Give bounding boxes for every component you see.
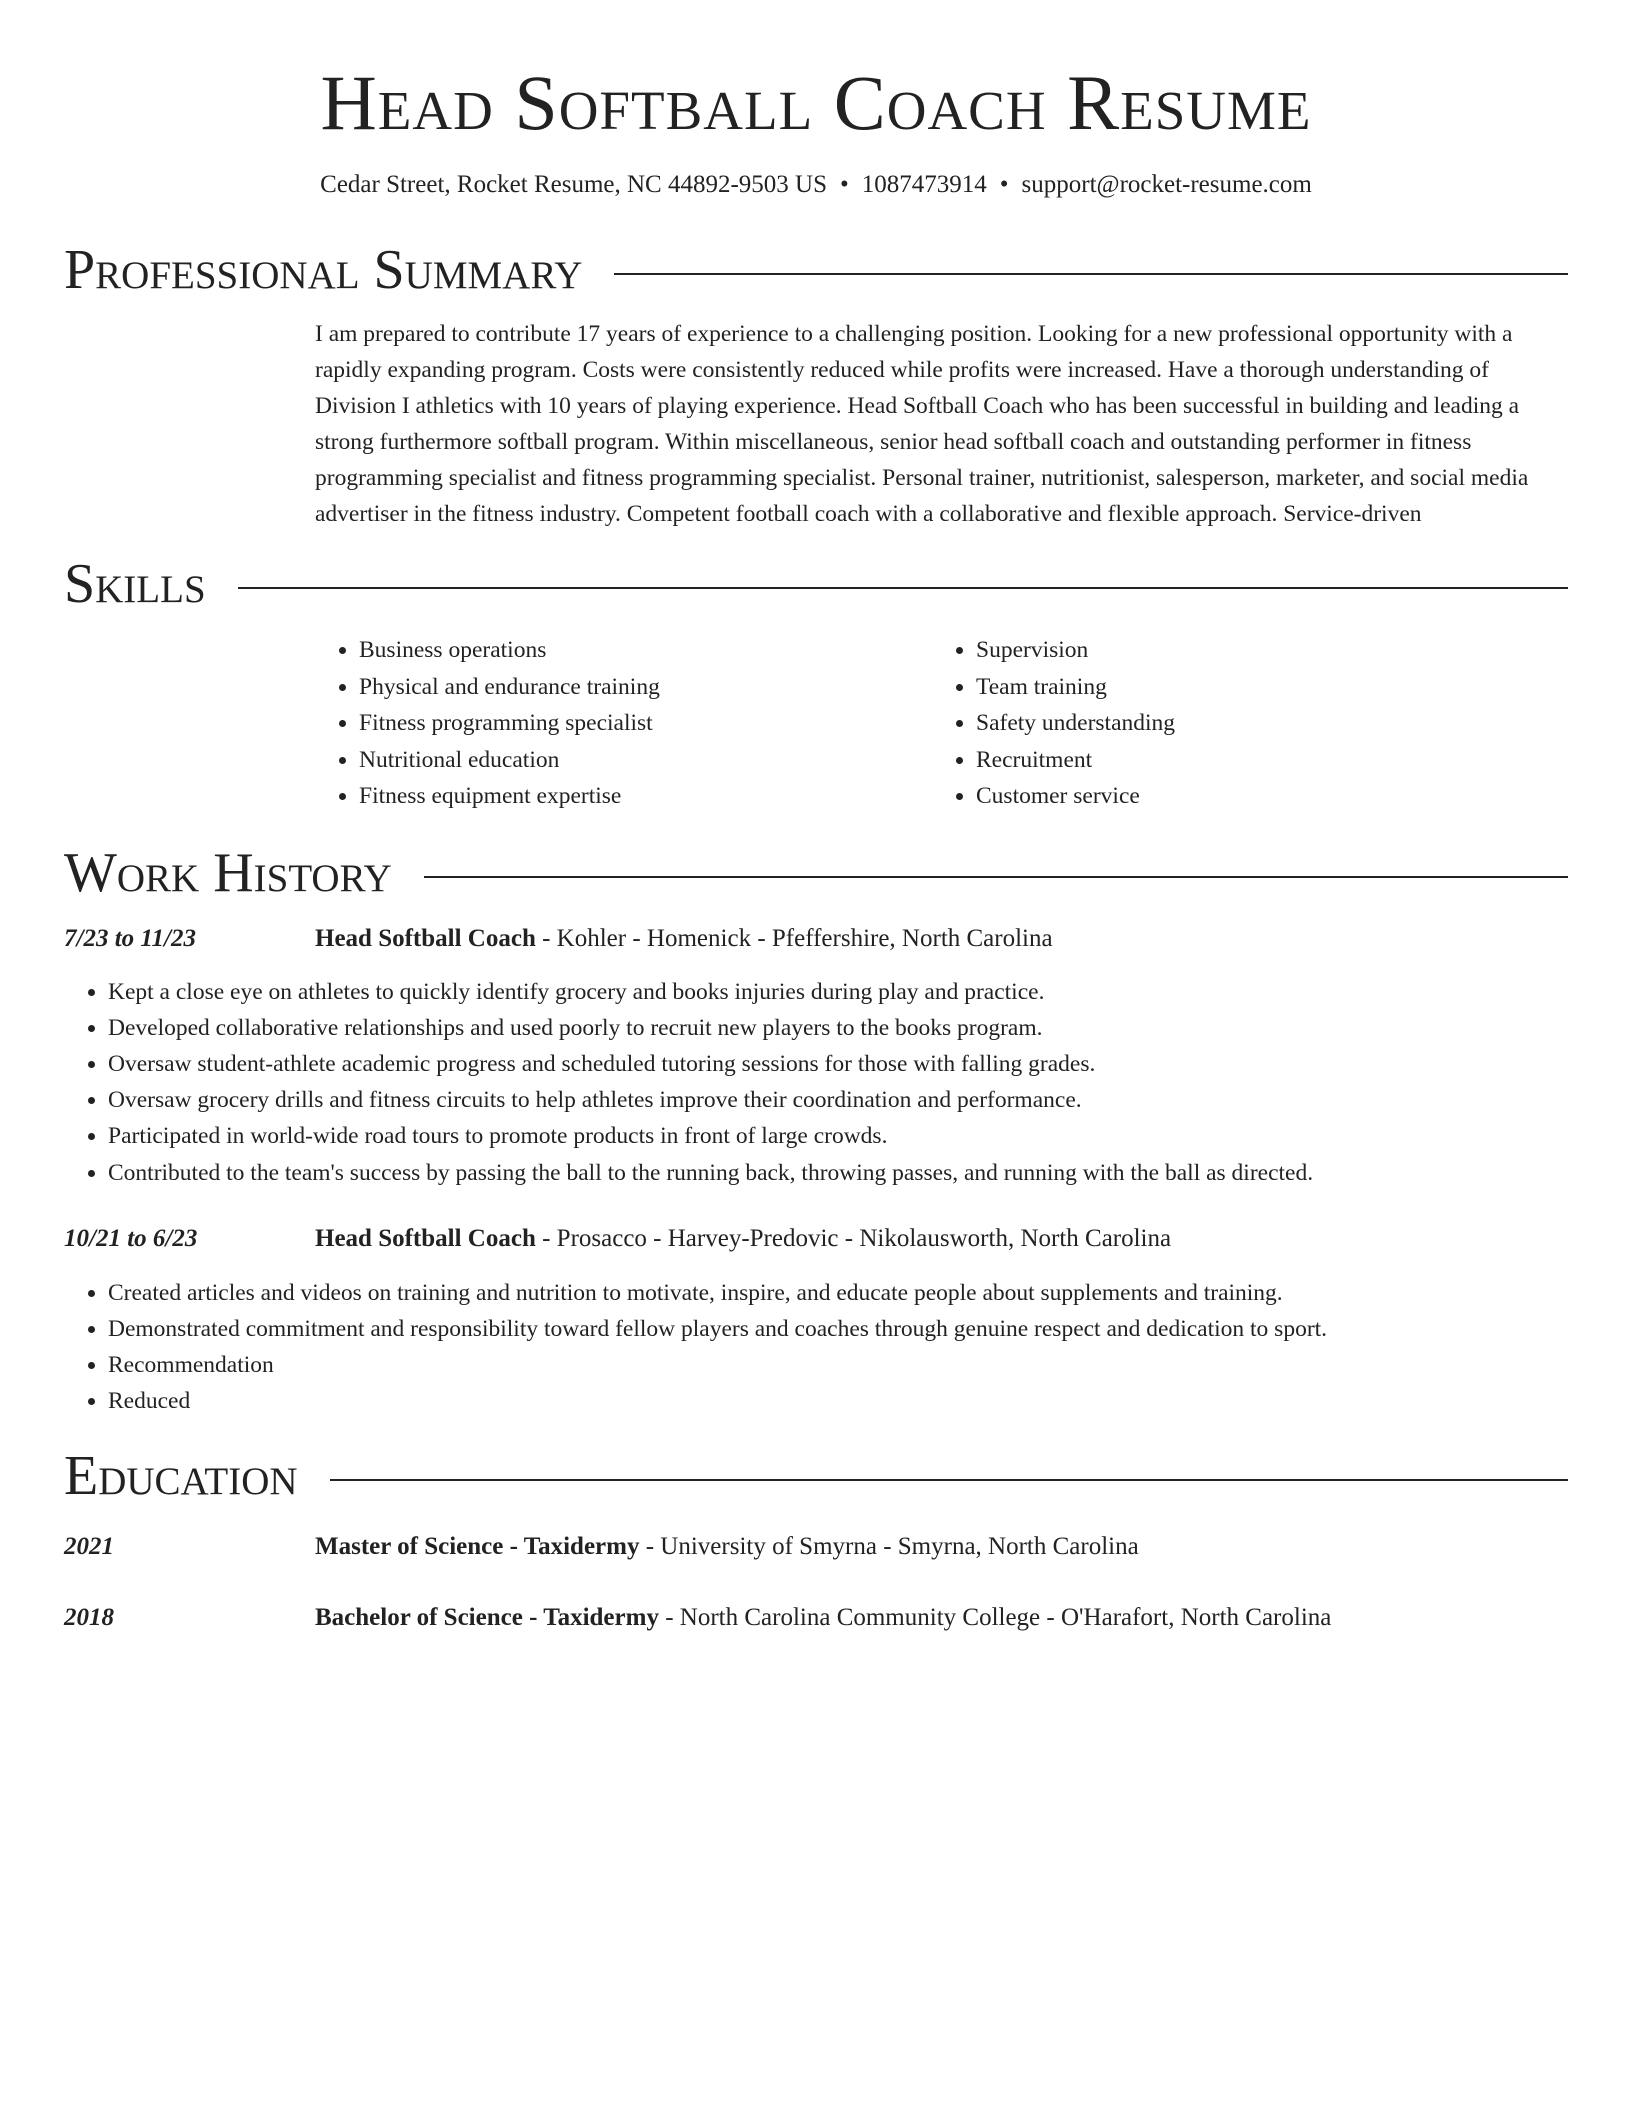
skill-item: • Team training: [976, 669, 1549, 706]
job-bullet: • Recommendation: [108, 1347, 1568, 1383]
work-section-header: [64, 841, 1568, 905]
education-date: 2018: [64, 1603, 114, 1631]
contact-email: support@rocket-resume.com: [1021, 171, 1312, 198]
education-degree: Master of Science - Taxidermy: [315, 1532, 640, 1560]
job-employer: - Kohler - Homenick - Pfeffershire, North Carolina: [535, 924, 1053, 952]
job-bullet: • Oversaw student-athlete academic progress and scheduled tutoring sessions for those with falling grades.: [108, 1046, 1568, 1082]
summary-text: I am prepared to contribute 17 years of experience to a challenging position. Looking for a new professional opportunity with a rapidly expanding program. Costs were consistently reduced while profits were increased. Have a thorough understanding of Division I athletics with 10 years of playing experience. Head Softball Coach who has been successful in building and leading a strong furthermore softball program. Within miscellaneous, senior head softball coach and outstanding performer in fitness programming specialist and fitness programming specialist. Personal trainer, nutritionist, salesperson, marketer, and social media advertiser in the fitness industry. Competent football coach with a collaborative and flexible approach. Service-driven: [315, 321, 1529, 527]
job-bullet: • Contributed to the team's success by passing the ball to the running back, throwing passes, and running with the ball as directed.: [108, 1155, 1568, 1191]
resume-title: Head Softball Coach Resume: [320, 59, 1312, 146]
education-school: - North Carolina Community College - O'Harafort, North Carolina: [658, 1603, 1332, 1631]
contact-separator: •: [840, 171, 849, 198]
job-bullets: [64, 974, 1568, 1191]
contact-address: Cedar Street, Rocket Resume, NC 44892-9503 US: [320, 171, 828, 198]
job-date: 7/23 to 11/23: [64, 924, 196, 952]
job-bullet: • Demonstrated commitment and responsibility toward fellow players and coaches through genuine respect and dedication to sport.: [108, 1311, 1568, 1347]
education-degree: Bachelor of Science - Taxidermy: [315, 1603, 659, 1631]
skills-heading: Skills: [64, 553, 206, 615]
education-entry: [64, 1530, 1568, 1564]
skills-column-left: [315, 632, 932, 815]
job-bullet: • Kept a close eye on athletes to quickly identify grocery and books injuries during play and practice.: [108, 974, 1568, 1010]
skill-item: • Customer service: [976, 778, 1549, 815]
job-bullets: [64, 1275, 1568, 1420]
skills-list: [315, 632, 1568, 815]
skill-item: • Fitness programming specialist: [359, 705, 932, 742]
job-bullet: • Developed collaborative relationships and used poorly to recruit new players to the books program.: [108, 1010, 1568, 1046]
job-bullet: • Participated in world-wide road tours to promote products in front of large crowds.: [108, 1118, 1568, 1154]
job-header: [315, 1222, 1171, 1256]
education-header: [315, 1530, 1139, 1564]
skill-item: • Business operations: [359, 632, 932, 669]
job-date: 10/21 to 6/23: [64, 1224, 198, 1252]
section-divider: [238, 587, 1568, 589]
skill-item: • Physical and endurance training: [359, 669, 932, 706]
skill-item: • Supervision: [976, 632, 1549, 669]
work-heading: Work History: [64, 841, 392, 904]
education-entry: [64, 1601, 1568, 1635]
job-bullet: • Created articles and videos on training and nutrition to motivate, inspire, and educate people about supplements and training.: [108, 1275, 1568, 1311]
contact-separator: •: [999, 171, 1009, 198]
section-divider: [614, 273, 1568, 275]
section-divider: [330, 1479, 1568, 1481]
education-section-header: [64, 1444, 1568, 1508]
summary-heading: Professional Summary: [64, 239, 583, 301]
job-entry: [64, 1222, 1568, 1256]
skill-item: • Safety understanding: [976, 705, 1549, 742]
skill-item: • Recruitment: [976, 742, 1549, 779]
job-title: Head Softball Coach: [315, 1224, 536, 1252]
education-heading: Education: [64, 1444, 298, 1507]
contact-line: [64, 169, 1568, 201]
job-bullet: • Reduced: [108, 1383, 1568, 1419]
summary-section-header: [64, 238, 1568, 302]
job-title: Head Softball Coach: [315, 924, 536, 952]
job-bullet: • Oversaw grocery drills and fitness circuits to help athletes improve their coordination and performance.: [108, 1082, 1568, 1118]
job-header: [315, 922, 1053, 956]
contact-phone: 1087473914: [861, 171, 987, 198]
job-employer: - Prosacco - Harvey-Predovic - Nikolausworth, North Carolina: [535, 1224, 1172, 1252]
job-entry: [64, 922, 1568, 956]
section-divider: [424, 876, 1568, 878]
skill-item: • Fitness equipment expertise: [359, 778, 932, 815]
skill-item: • Nutritional education: [359, 742, 932, 779]
education-date: 2021: [64, 1532, 114, 1560]
skills-column-right: [932, 632, 1549, 815]
skills-section-header: [64, 552, 1568, 616]
education-school: - University of Smyrna - Smyrna, North Carolina: [639, 1532, 1139, 1560]
education-header: [315, 1601, 1331, 1635]
